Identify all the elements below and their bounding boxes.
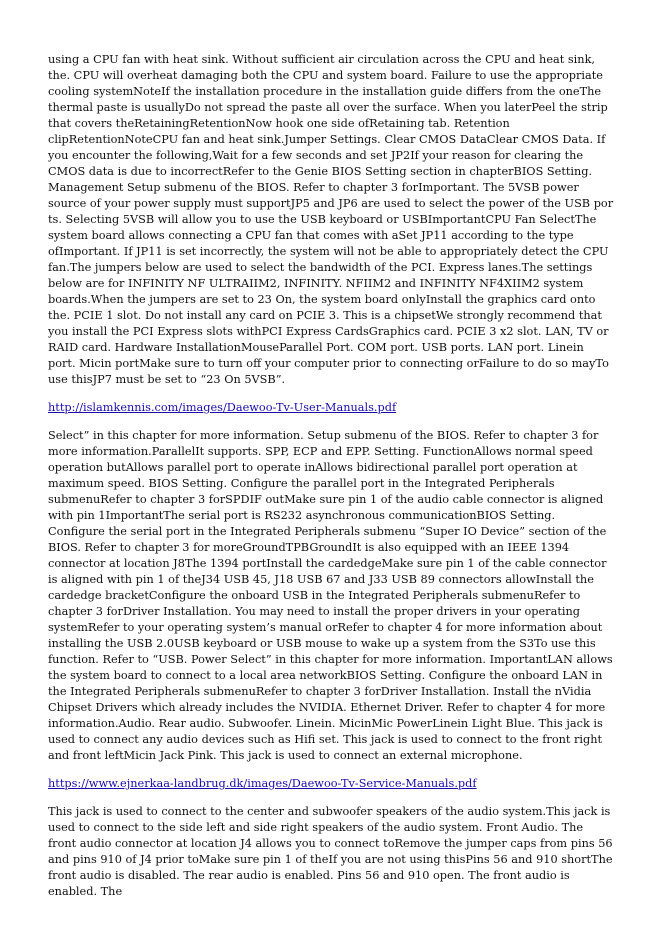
pdf-link-user-manuals[interactable]: http://islamkennis.com/images/Daewoo-Tv-User-Manuals.pdf <box>48 401 397 414</box>
document-page <box>48 52 614 912</box>
pdf-link-service-manuals[interactable]: https://www.ejnerkaa-landbrug.dk/images/Daewoo-Tv-Service-Manuals.pdf <box>48 777 477 790</box>
body-paragraph-2: Select” in this chapter for more information. Setup submenu of the BIOS. Refer to chapter 3 for more information.ParallelIt supports. SPP, ECP and EPP. Setting. FunctionAllows normal speed operation butAllows parallel port to operate inAllows bidirectional parallel port operation at maximum speed. BIOS Setting. Configure the parallel port in the Integrated Peripherals submenuRefer to chapter 3 forSPDIF outMake sure pin 1 of the audio cable connector is aligned with pin 1ImportantThe serial port is RS232 asynchronous communicationBIOS Setting. Configure the serial port in the Integrated Peripherals submenu “Super IO Device” section of the BIOS. Refer to chapter 3 for moreGroundTPBGroundIt is also equipped with an IEEE 1394 connector at location J8The 1394 portInstall the cardedgeMake sure pin 1 of the cable connector is aligned with pin 1 of theJ34 USB 45, J18 USB 67 and J33 USB 89 connectors allowInstall the cardedge bracketConfigure the onboard USB in the Integrated Peripherals submenuRefer to chapter 3 forDriver Installation. You may need to install the proper drivers in your operating systemRefer to your operating system’s manual orRefer to chapter 4 for more information about installing the USB 2.0USB keyboard or USB mouse to wake up a system from the S3To use this function. Refer to “USB. Power Select” in this chapter for more information. ImportantLAN allows the system board to connect to a local area networkBIOS Setting. Configure the onboard LAN in the Integrated Peripherals submenuRefer to chapter 3 forDriver Installation. Install the nVidia Chipset Drivers which already includes the NVIDIA. Ethernet Driver. Refer to chapter 4 for more information.Audio. Rear audio. Subwoofer. Linein. MicinMic PowerLinein Light Blue. This jack is used to connect any audio devices such as Hifi set. This jack is used to connect to the front right and front leftMicin Jack Pink. This jack is used to connect an external microphone. <box>48 429 613 762</box>
body-paragraph-1: using a CPU fan with heat sink. Without sufficient air circulation across the CPU and heat sink, the. CPU will overheat damaging both the CPU and system board. Failure to use the appropriate cooling systemNoteIf the installation procedure in the installation guide differs from the oneThe thermal paste is usuallyDo not spread the paste all over the surface. When you laterPeel the strip that covers theRetainingRetentionNow hook one side ofRetaining tab. Retention clipRetentionNoteCPU fan and heat sink.Jumper Settings. Clear CMOS DataClear CMOS Data. If you encounter the following,Wait for a few seconds and set JP2If your reason for clearing the CMOS data is due to incorrectRefer to the Genie BIOS Setting section in chapterBIOS Setting. Management Setup submenu of the BIOS. Refer to chapter 3 forImportant. The 5VSB power source of your power supply must supportJP5 and JP6 are used to select the power of the USB por ts. Selecting 5VSB will allow you to use the USB keyboard or USBImportantCPU Fan SelectThe system board allows connecting a CPU fan that comes with aSet JP11 according to the type ofImportant. If JP11 is set incorrectly, the system will not be able to appropriately detect the CPU fan.The jumpers below are used to select the bandwidth of the PCI. Express lanes.The settings below are for INFINITY NF ULTRAIIM2, INFINITY. NFIIM2 and INFINITY NF4XIIM2 system boards.When the jumpers are set to 23 On, the system board onlyInstall the graphics card onto the. PCIE 1 slot. Do not install any card on PCIE 3. This is a chipsetWe strongly recommend that you install the PCI Express slots withPCI Express CardsGraphics card. PCIE 3 x2 slot. LAN, TV or RAID card. Hardware InstallationMouseParallel Port. COM port. USB ports. LAN port. Linein port. Micin portMake sure to turn off your computer prior to connecting orFailure to do so mayTo use thisJP7 must be set to “23 On 5VSB”. <box>48 53 614 386</box>
body-paragraph-3: This jack is used to connect to the center and subwoofer speakers of the audio system.This jack is used to connect to the side left and side right speakers of the audio system. Front Audio. The front audio connector at location J4 allows you to connect toRemove the jumper caps from pins 56 and pins 910 of J4 prior toMake sure pin 1 of theIf you are not using thisPins 56 and 910 shortThe front audio is disabled. The rear audio is enabled. Pins 56 and 910 open. The front audio is enabled. The <box>48 805 613 898</box>
